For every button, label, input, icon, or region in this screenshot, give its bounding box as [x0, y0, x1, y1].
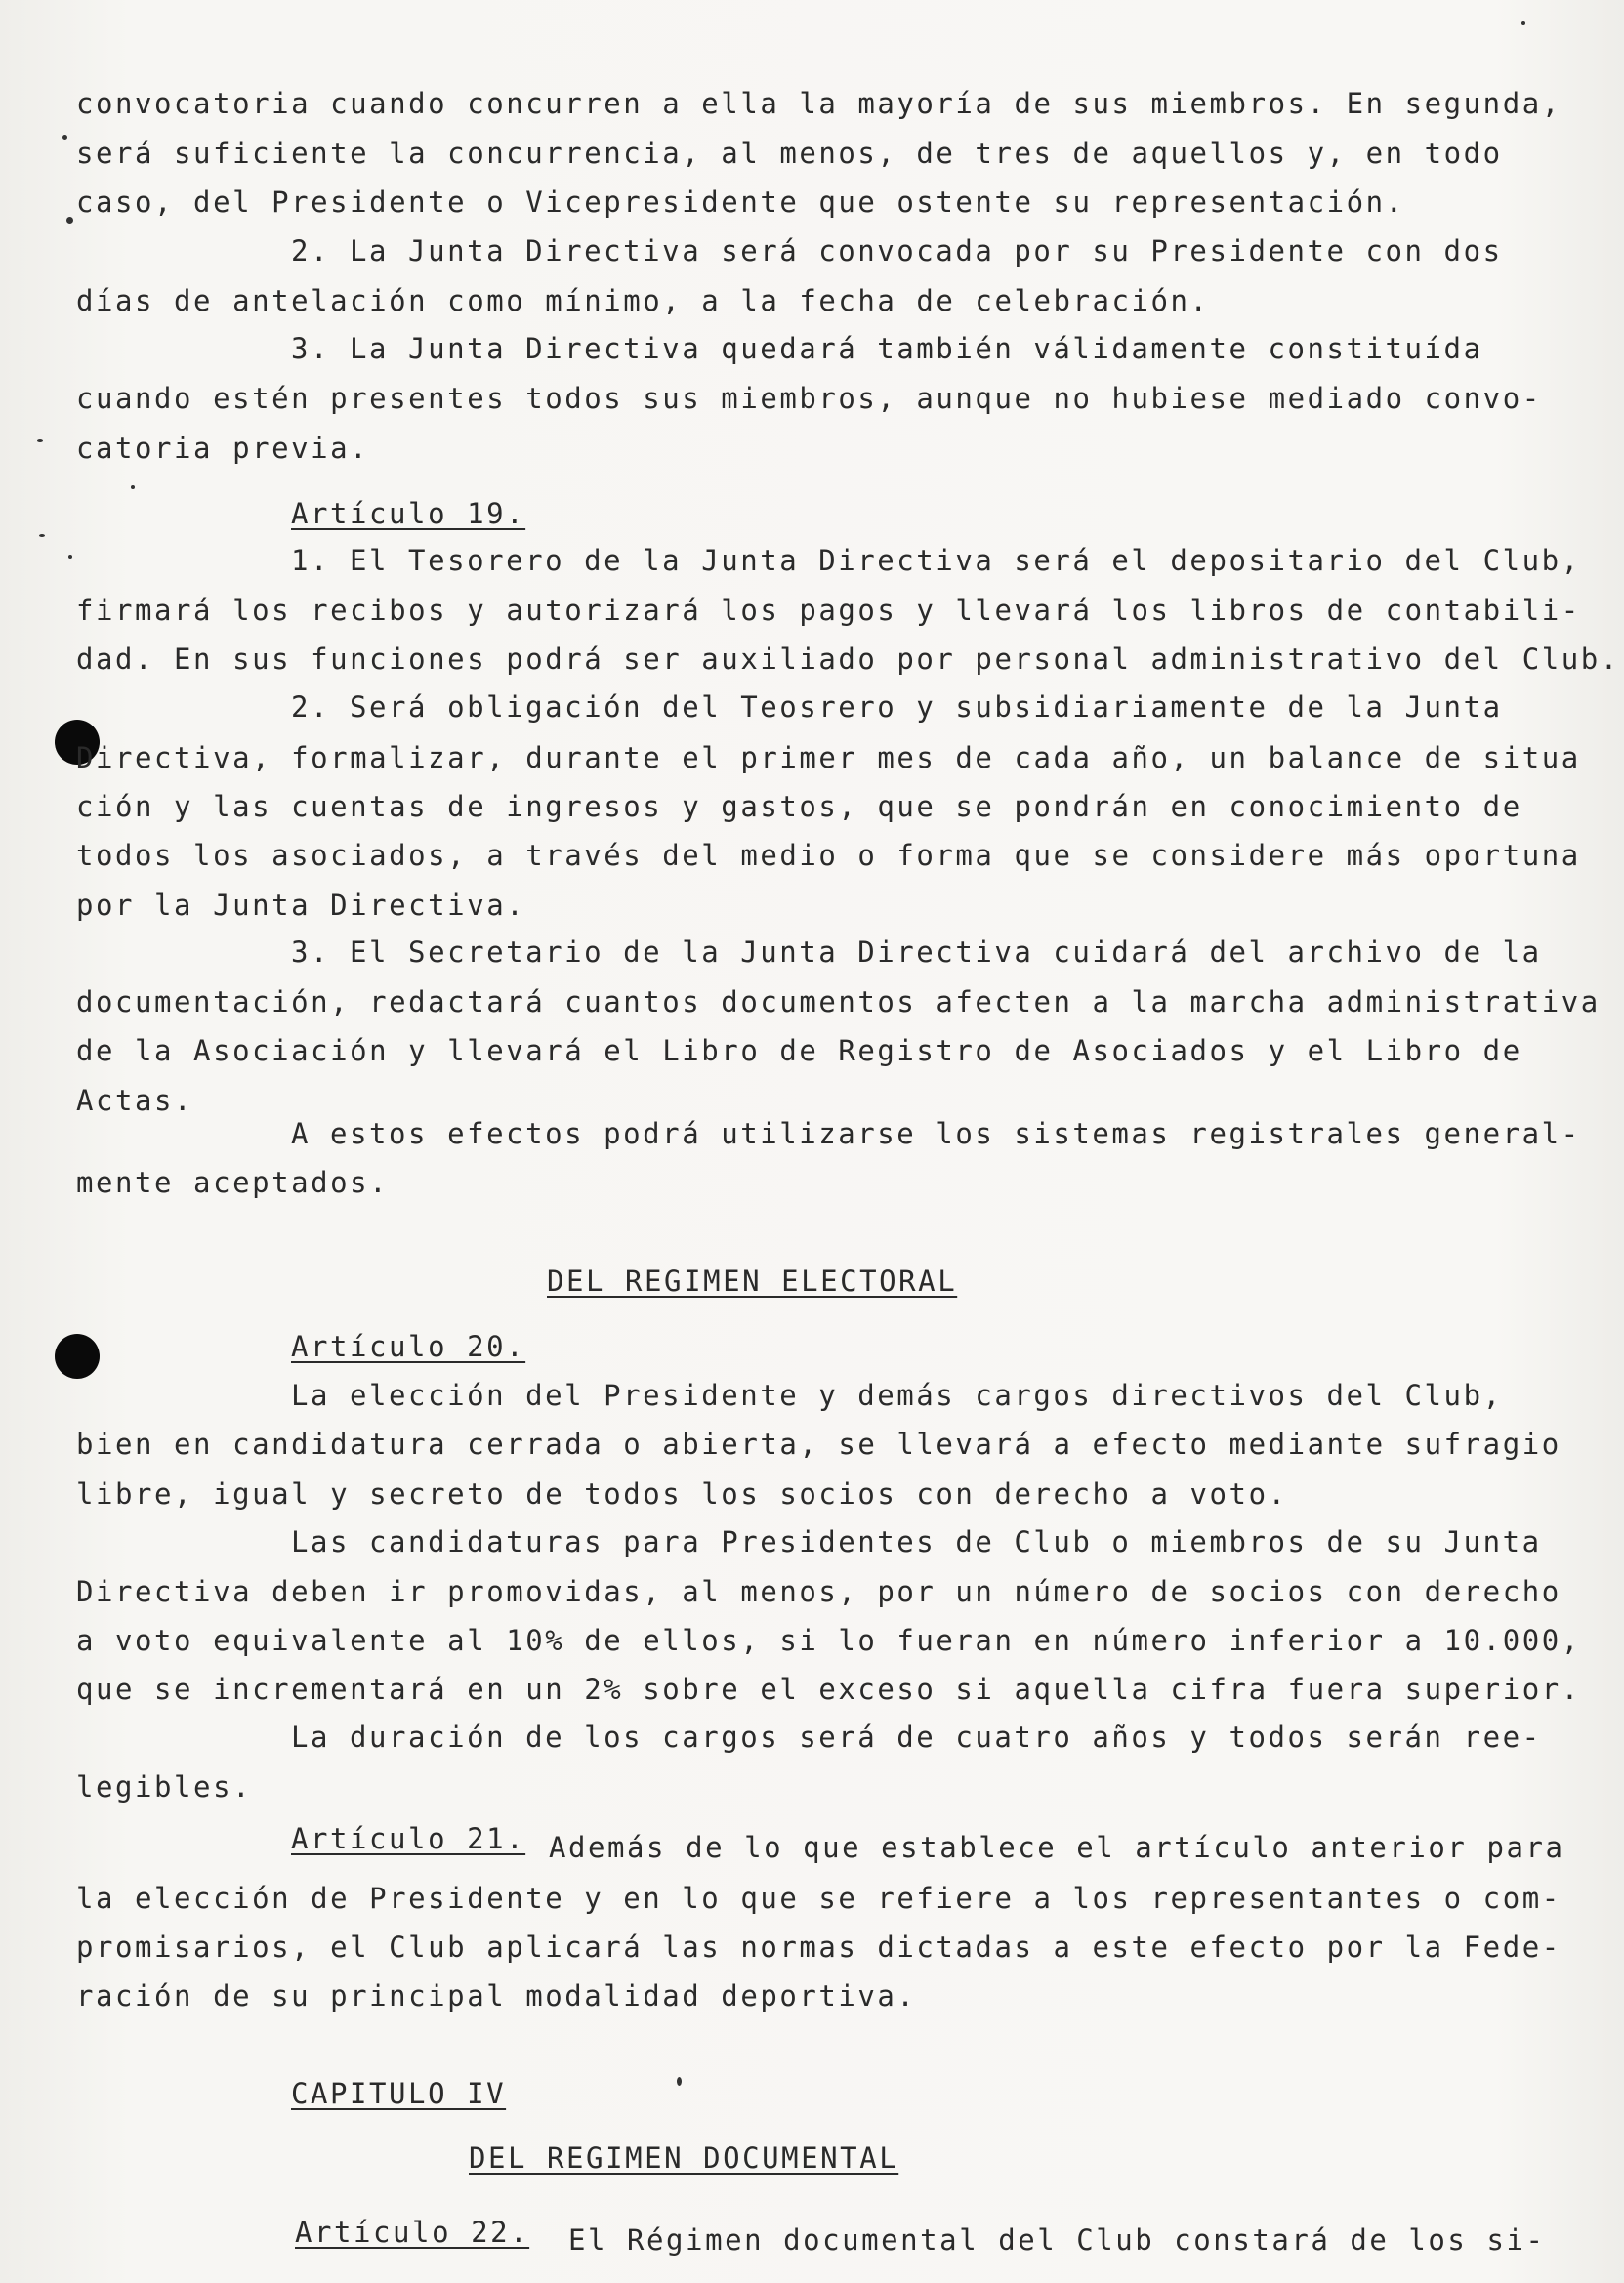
text-line: 1. El Tesorero de la Junta Directiva será el depositario del Club, [291, 544, 1581, 577]
text-line: firmará los recibos y autorizará los pagos y llevará los libros de contabili- [76, 594, 1581, 627]
article-heading: Artículo 19. [291, 497, 526, 530]
text-line: mente aceptados. [76, 1166, 390, 1199]
ink-speck [37, 439, 43, 442]
ink-speck [131, 485, 135, 489]
text-line: la elección de Presidente y en lo que se refiere a los representantes o com- [76, 1882, 1562, 1915]
text-line: catoria previa. [76, 432, 370, 465]
text-line: 3. La Junta Directiva quedará también válidamente constituída [291, 332, 1483, 365]
text-line: Actas. [76, 1084, 194, 1117]
ink-speck [677, 2077, 682, 2086]
text-line: por la Junta Directiva. [76, 889, 526, 922]
text-line: de la Asociación y llevará el Libro de Registro de Asociados y el Libro de [76, 1034, 1522, 1067]
text-line: La elección del Presidente y demás cargos directivos del Club, [291, 1379, 1503, 1412]
text-line: días de antelación como mínimo, a la fecha de celebración. [76, 284, 1210, 317]
text-line: cuando estén presentes todos sus miembros, aunque no hubiese mediado convo- [76, 382, 1542, 415]
text-line: La duración de los cargos será de cuatro años y todos serán ree- [291, 1721, 1542, 1754]
text-line: ración de su principal modalidad deportiva. [76, 1979, 917, 2013]
text-line: será suficiente la concurrencia, al menos, de tres de aquellos y, en todo [76, 137, 1503, 170]
article-heading: Artículo 21. [291, 1822, 526, 1855]
text-line: 2. La Junta Directiva será convocada por su Presidente con dos [291, 234, 1503, 268]
ink-speck [68, 555, 72, 559]
text-line: documentación, redactará cuantos documentos afecten a la marcha administrativa [76, 985, 1601, 1018]
text-line: Además de lo que establece el artículo anterior para [549, 1831, 1565, 1864]
text-line: ción y las cuentas de ingresos y gastos, que se pondrán en conocimiento de [76, 790, 1522, 823]
text-line: 2. Será obligación del Teosrero y subsidiariamente de la Junta [291, 690, 1503, 724]
ink-speck [39, 534, 45, 537]
text-line: bien en candidatura cerrada o abierta, se llevará a efecto mediante sufragio [76, 1428, 1562, 1461]
ink-speck [1521, 21, 1525, 25]
article-heading: Artículo 20. [291, 1330, 526, 1363]
section-heading: DEL REGIMEN DOCUMENTAL [469, 2141, 899, 2175]
text-line: dad. En sus funciones podrá ser auxiliado por personal administrativo del Club. [76, 643, 1620, 676]
chapter-heading: CAPITULO IV [291, 2077, 507, 2110]
text-line: promisarios, el Club aplicará las normas dictadas a este efecto por la Fede- [76, 1930, 1562, 1964]
text-line: 3. El Secretario de la Junta Directiva cuidará del archivo de la [291, 935, 1542, 969]
text-line: Directiva deben ir promovidas, al menos, por un número de socios con derecho [76, 1575, 1562, 1608]
ink-speck [62, 135, 67, 140]
text-line: convocatoria cuando concurren a ella la mayoría de sus miembros. En segunda, [76, 87, 1562, 120]
text-line: a voto equivalente al 10% de ellos, si lo fueran en número inferior a 10.000, [76, 1624, 1581, 1657]
text-line: caso, del Presidente o Vicepresidente que ostente su representación. [76, 186, 1405, 219]
ink-speck [66, 217, 73, 224]
text-line: legibles. [76, 1770, 253, 1804]
text-line: Directiva, formalizar, durante el primer mes de cada año, un balance de situa [76, 741, 1581, 774]
text-line: A estos efectos podrá utilizarse los sistemas registrales general- [291, 1117, 1581, 1150]
text-line: Las candidaturas para Presidentes de Club o miembros de su Junta [291, 1525, 1542, 1558]
section-heading: DEL REGIMEN ELECTORAL [547, 1265, 958, 1298]
text-line: libre, igual y secreto de todos los socios con derecho a voto. [76, 1477, 1288, 1511]
punch-hole-bottom [55, 1334, 100, 1379]
text-line: que se incrementará en un 2% sobre el exceso si aquella cifra fuera superior. [76, 1673, 1581, 1706]
text-line: El Régimen documental del Club constará de los si- [568, 2223, 1546, 2257]
article-heading: Artículo 22. [295, 2216, 530, 2249]
text-line: todos los asociados, a través del medio o forma que se considere más oportuna [76, 839, 1581, 872]
